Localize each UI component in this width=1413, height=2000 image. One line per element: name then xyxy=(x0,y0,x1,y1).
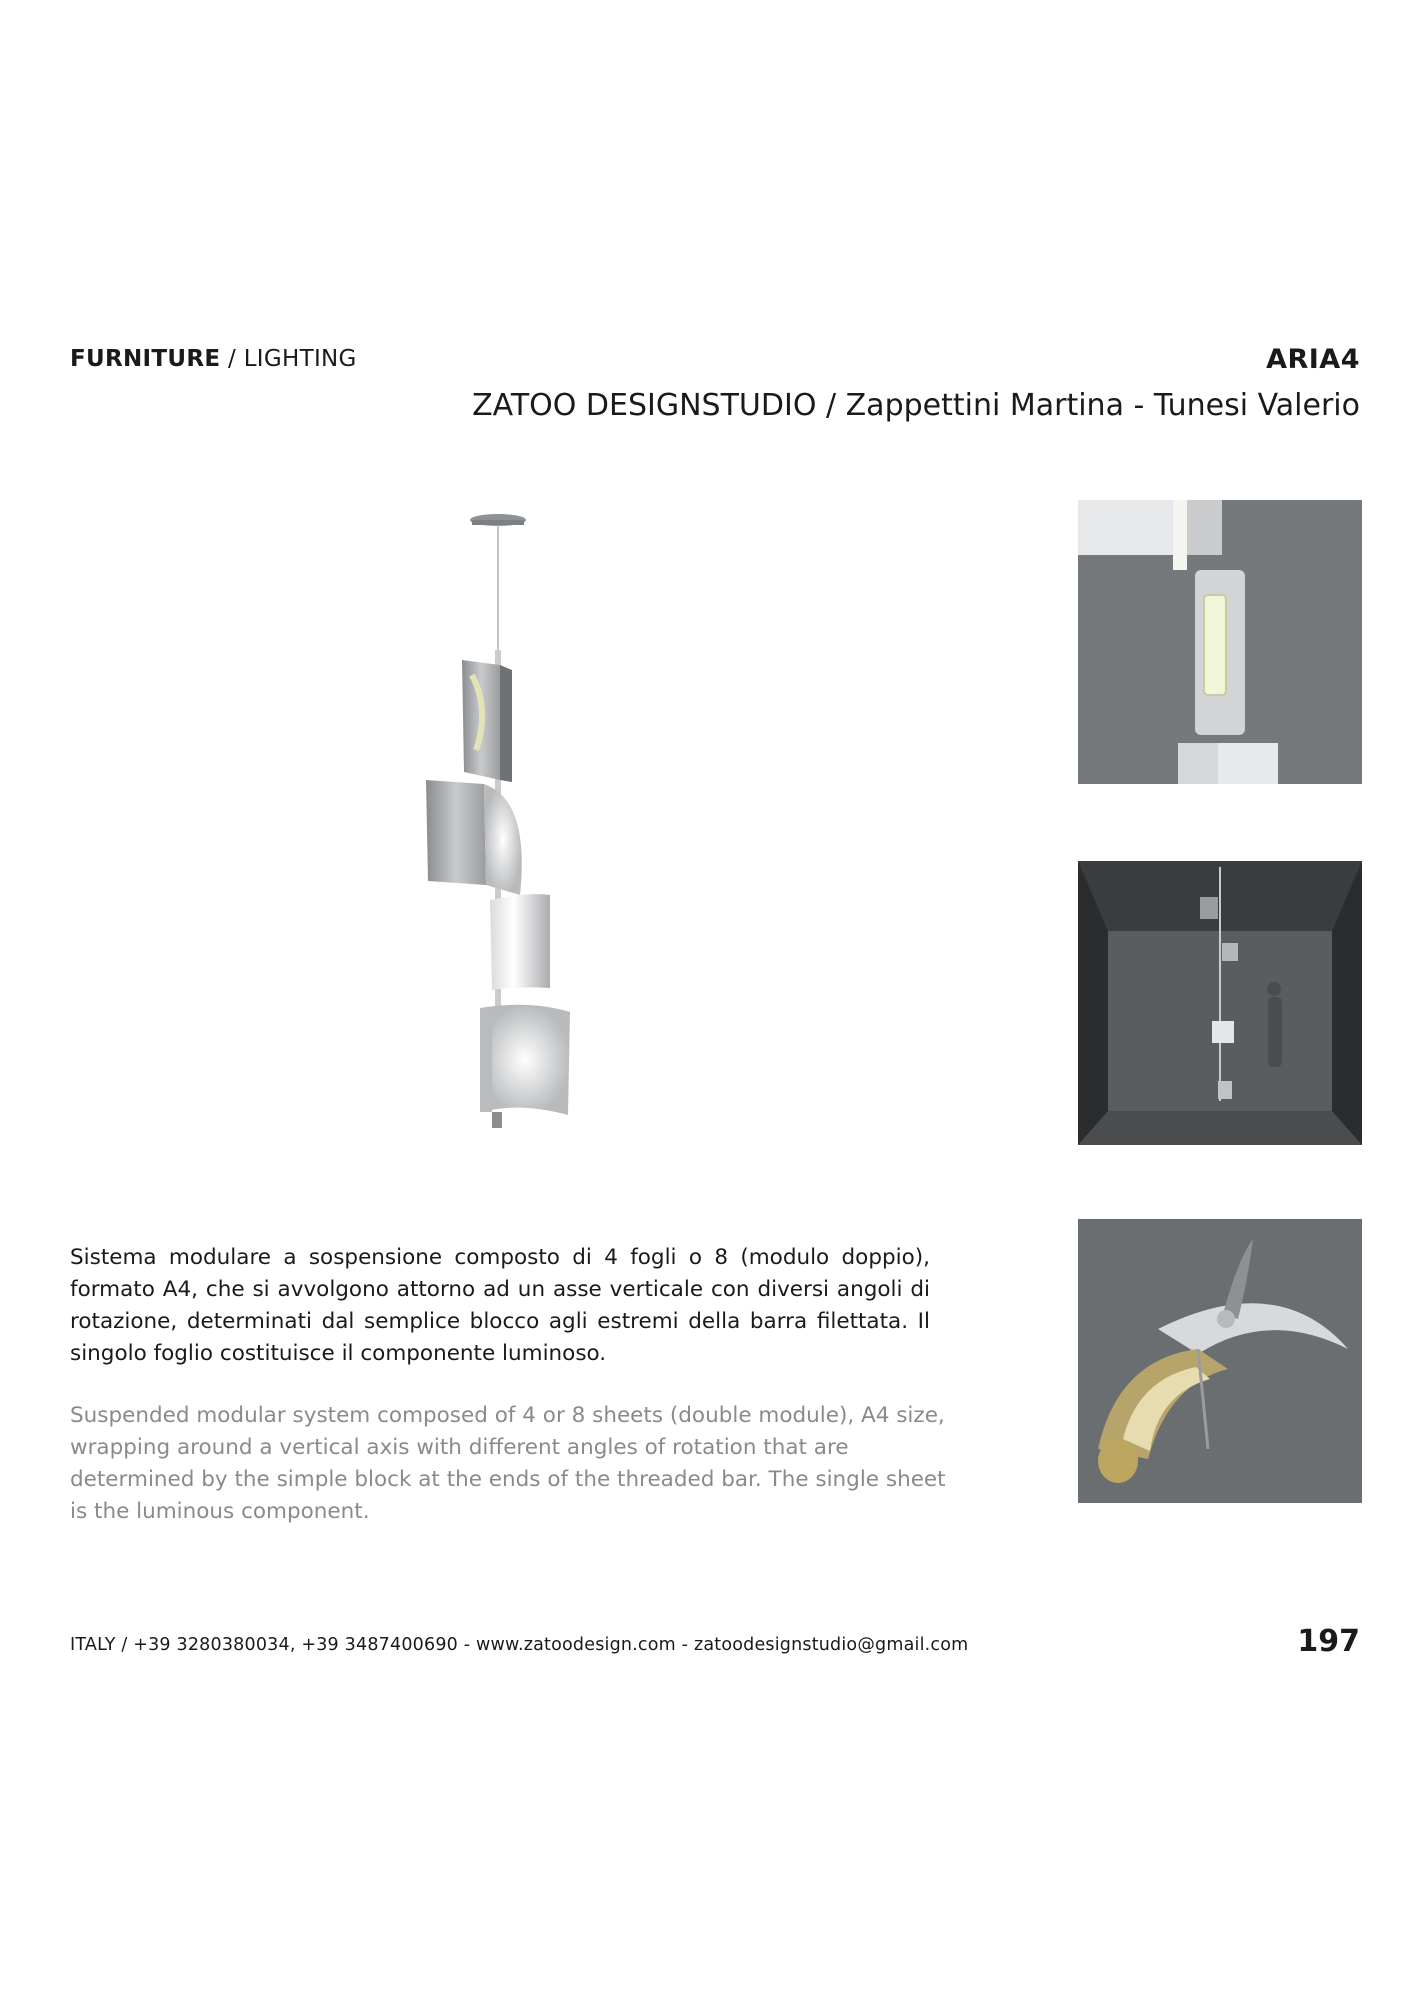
category-label xyxy=(70,346,357,372)
category-main: FURNITURE xyxy=(70,346,221,372)
thumbnail-lit-module xyxy=(1078,500,1362,784)
thumbnail-sheet-detail xyxy=(1078,1219,1362,1503)
description-italian: Sistema modulare a sospensione composto di 4 fogli o 8 (modulo doppio), formato A4, che si avvolgono attorno ad un asse verticale con diversi angoli di rotazione, determinati dal semplice blocco agli estremi della barra filettata. Il singolo foglio costituisce il componente luminoso. xyxy=(70,1244,930,1366)
description-english: Suspended modular system composed of 4 or 8 sheets (double module), A4 size, wrapping around a vertical axis with different angles of rotation that are determined by the simple block at the ends of the threaded bar. The single sheet is the luminous component. xyxy=(70,1402,946,1524)
category-sub: LIGHTING xyxy=(243,346,357,372)
footer-contact: ITALY / +39 3280380034, +39 3487400690 - www.zatoodesign.com - zatoodesignstudio@gmail.com xyxy=(70,1635,969,1655)
product-title: ARIA4 xyxy=(1266,344,1360,375)
product-render-lamp xyxy=(420,500,620,1140)
thumbnail-room-scene xyxy=(1078,861,1362,1145)
designer-credit: ZATOO DESIGNSTUDIO / Zappettini Martina - Tunesi Valerio xyxy=(472,388,1360,423)
category-separator: / xyxy=(220,346,244,372)
page-number: 197 xyxy=(1297,1624,1360,1659)
